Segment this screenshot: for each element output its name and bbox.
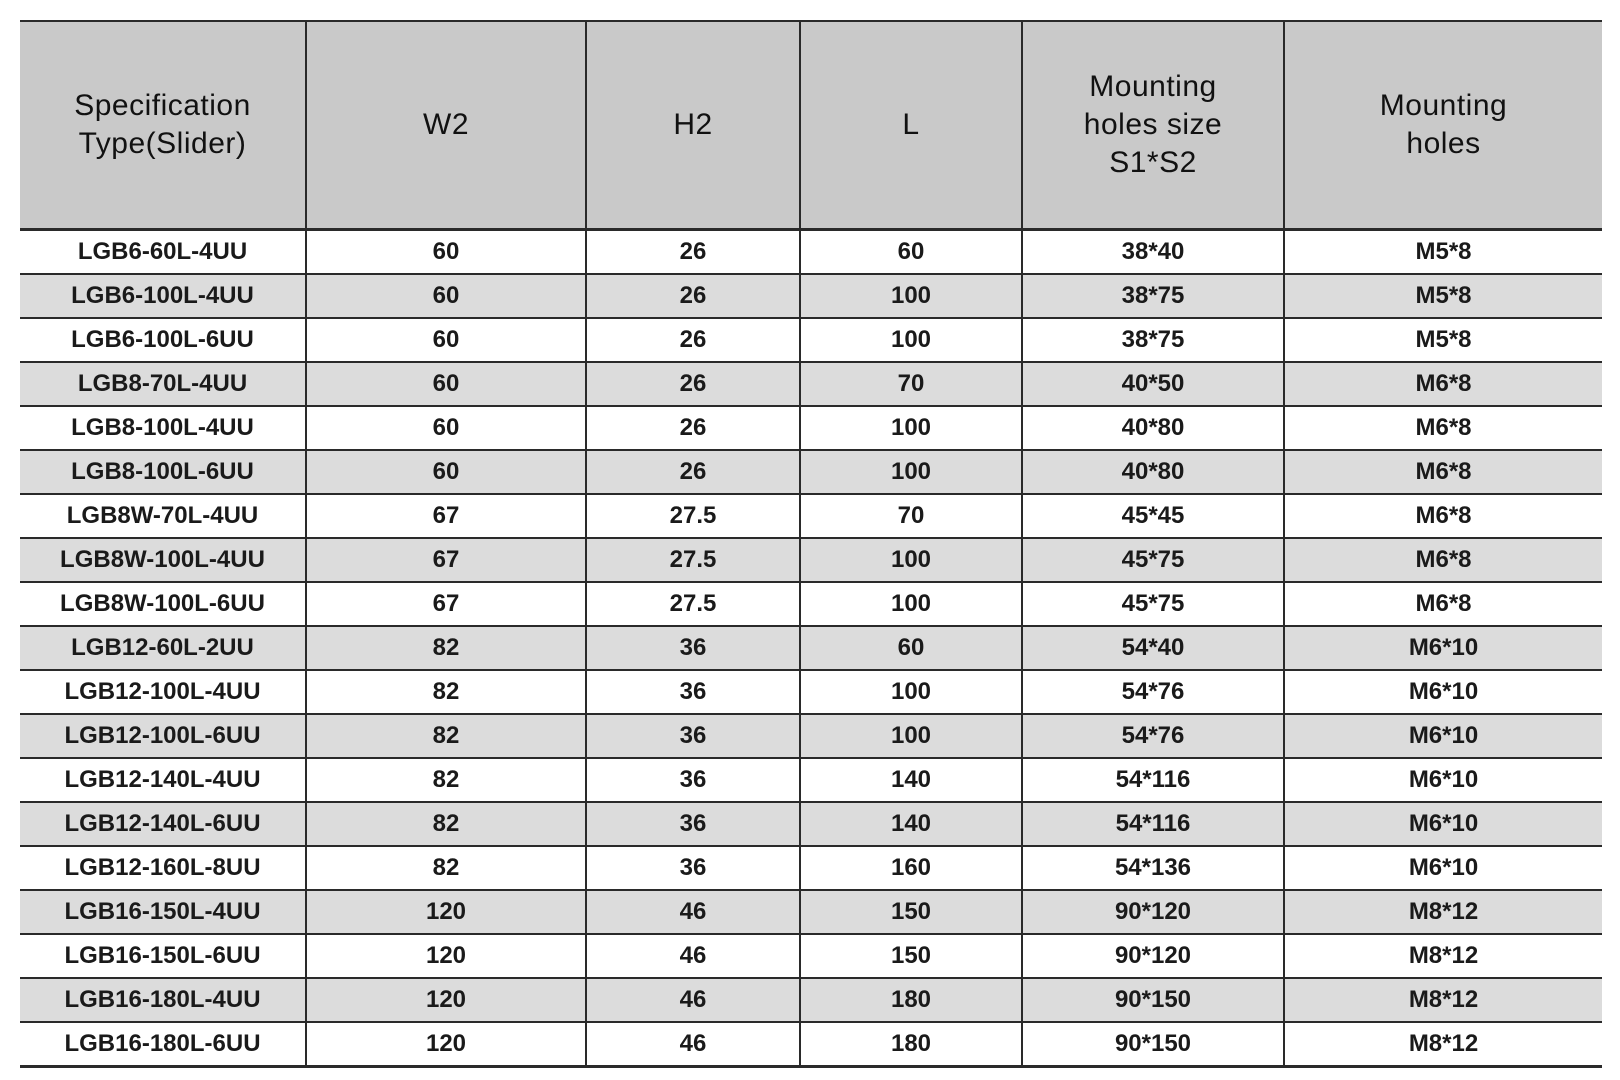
cell-h2: 46 <box>586 890 800 934</box>
table-row <box>20 934 1602 978</box>
cell-mounting-holes-size: 40*50 <box>1022 362 1284 406</box>
cell-type: LGB12-140L-6UU <box>20 802 306 846</box>
cell-mounting-holes: M5*8 <box>1284 318 1602 362</box>
cell-type: LGB8W-100L-4UU <box>20 538 306 582</box>
table-row <box>20 538 1602 582</box>
cell-mounting-holes-size: 45*75 <box>1022 582 1284 626</box>
table-row <box>20 758 1602 802</box>
cell-type: LGB16-150L-6UU <box>20 934 306 978</box>
cell-w2: 82 <box>306 802 586 846</box>
cell-type: LGB12-140L-4UU <box>20 758 306 802</box>
cell-l: 100 <box>800 450 1022 494</box>
cell-type: LGB12-100L-4UU <box>20 670 306 714</box>
table-row <box>20 318 1602 362</box>
cell-mounting-holes-size: 90*150 <box>1022 978 1284 1022</box>
cell-mounting-holes: M6*8 <box>1284 538 1602 582</box>
cell-l: 100 <box>800 406 1022 450</box>
cell-h2: 36 <box>586 846 800 890</box>
cell-h2: 27.5 <box>586 538 800 582</box>
cell-w2: 82 <box>306 846 586 890</box>
spec-table <box>20 20 1602 1068</box>
cell-h2: 36 <box>586 626 800 670</box>
header-row <box>20 21 1602 230</box>
table-row <box>20 582 1602 626</box>
table-body <box>20 230 1602 1067</box>
cell-h2: 36 <box>586 758 800 802</box>
cell-type: LGB6-60L-4UU <box>20 230 306 275</box>
cell-mounting-holes: M6*10 <box>1284 758 1602 802</box>
cell-mounting-holes: M5*8 <box>1284 230 1602 275</box>
cell-l: 150 <box>800 890 1022 934</box>
cell-mounting-holes: M8*12 <box>1284 934 1602 978</box>
cell-mounting-holes-size: 38*40 <box>1022 230 1284 275</box>
header-text-line: H2 <box>673 108 713 141</box>
cell-h2: 26 <box>586 362 800 406</box>
cell-mounting-holes-size: 90*120 <box>1022 934 1284 978</box>
cell-type: LGB8W-100L-6UU <box>20 582 306 626</box>
cell-l: 100 <box>800 714 1022 758</box>
table-header <box>20 21 1602 230</box>
cell-h2: 46 <box>586 978 800 1022</box>
cell-w2: 60 <box>306 318 586 362</box>
table-row <box>20 714 1602 758</box>
cell-l: 160 <box>800 846 1022 890</box>
cell-type: LGB6-100L-4UU <box>20 274 306 318</box>
cell-type: LGB6-100L-6UU <box>20 318 306 362</box>
cell-h2: 46 <box>586 934 800 978</box>
cell-h2: 26 <box>586 230 800 275</box>
cell-l: 60 <box>800 230 1022 275</box>
cell-type: LGB8-70L-4UU <box>20 362 306 406</box>
cell-h2: 36 <box>586 670 800 714</box>
cell-mounting-holes: M6*10 <box>1284 626 1602 670</box>
cell-w2: 67 <box>306 582 586 626</box>
cell-w2: 60 <box>306 450 586 494</box>
header-text-line: L <box>902 108 920 141</box>
cell-mounting-holes-size: 40*80 <box>1022 406 1284 450</box>
table-row <box>20 978 1602 1022</box>
cell-type: LGB8-100L-4UU <box>20 406 306 450</box>
cell-l: 140 <box>800 758 1022 802</box>
table-row <box>20 846 1602 890</box>
cell-h2: 26 <box>586 318 800 362</box>
table-row <box>20 406 1602 450</box>
cell-mounting-holes: M6*10 <box>1284 670 1602 714</box>
table-row <box>20 362 1602 406</box>
cell-mounting-holes-size: 54*40 <box>1022 626 1284 670</box>
cell-mounting-holes: M5*8 <box>1284 274 1602 318</box>
cell-h2: 27.5 <box>586 494 800 538</box>
cell-w2: 60 <box>306 406 586 450</box>
cell-w2: 82 <box>306 714 586 758</box>
cell-mounting-holes-size: 90*150 <box>1022 1022 1284 1067</box>
cell-w2: 67 <box>306 494 586 538</box>
cell-h2: 26 <box>586 406 800 450</box>
cell-mounting-holes-size: 38*75 <box>1022 274 1284 318</box>
cell-h2: 36 <box>586 802 800 846</box>
cell-mounting-holes-size: 45*75 <box>1022 538 1284 582</box>
cell-w2: 60 <box>306 274 586 318</box>
cell-l: 100 <box>800 538 1022 582</box>
cell-mounting-holes: M6*8 <box>1284 582 1602 626</box>
cell-l: 100 <box>800 318 1022 362</box>
header-specification-type <box>20 21 306 230</box>
cell-mounting-holes: M6*10 <box>1284 846 1602 890</box>
cell-type: LGB16-180L-4UU <box>20 978 306 1022</box>
cell-l: 70 <box>800 362 1022 406</box>
table-row <box>20 494 1602 538</box>
table-row <box>20 670 1602 714</box>
cell-mounting-holes: M6*8 <box>1284 362 1602 406</box>
cell-w2: 82 <box>306 758 586 802</box>
cell-l: 150 <box>800 934 1022 978</box>
header-text-line: Mounting <box>1089 70 1217 103</box>
cell-l: 100 <box>800 274 1022 318</box>
table-row <box>20 890 1602 934</box>
cell-l: 60 <box>800 626 1022 670</box>
cell-h2: 46 <box>586 1022 800 1067</box>
cell-h2: 26 <box>586 274 800 318</box>
cell-mounting-holes-size: 54*116 <box>1022 802 1284 846</box>
cell-type: LGB12-160L-8UU <box>20 846 306 890</box>
table-row <box>20 274 1602 318</box>
cell-w2: 120 <box>306 934 586 978</box>
header-mounting-holes-size <box>1022 21 1284 230</box>
cell-w2: 82 <box>306 626 586 670</box>
cell-mounting-holes-size: 54*116 <box>1022 758 1284 802</box>
table-row <box>20 802 1602 846</box>
cell-l: 180 <box>800 978 1022 1022</box>
header-text-line: holes <box>1406 127 1481 160</box>
cell-mounting-holes: M6*10 <box>1284 802 1602 846</box>
cell-mounting-holes: M6*8 <box>1284 494 1602 538</box>
cell-mounting-holes: M6*8 <box>1284 406 1602 450</box>
cell-w2: 60 <box>306 230 586 275</box>
header-text-line: Mounting <box>1379 89 1508 122</box>
cell-l: 180 <box>800 1022 1022 1067</box>
cell-mounting-holes-size: 40*80 <box>1022 450 1284 494</box>
table-row <box>20 450 1602 494</box>
cell-l: 140 <box>800 802 1022 846</box>
header-text-line: S1*S2 <box>1109 146 1197 179</box>
cell-l: 100 <box>800 582 1022 626</box>
header-text-line: holes size <box>1083 108 1223 141</box>
cell-l: 100 <box>800 670 1022 714</box>
cell-type: LGB16-180L-6UU <box>20 1022 306 1067</box>
cell-mounting-holes-size: 38*75 <box>1022 318 1284 362</box>
cell-w2: 82 <box>306 670 586 714</box>
cell-mounting-holes: M6*8 <box>1284 450 1602 494</box>
cell-w2: 60 <box>306 362 586 406</box>
cell-type: LGB8W-70L-4UU <box>20 494 306 538</box>
spec-table-container <box>20 20 1602 1068</box>
cell-w2: 120 <box>306 978 586 1022</box>
table-row <box>20 626 1602 670</box>
cell-w2: 120 <box>306 1022 586 1067</box>
header-w2 <box>306 21 586 230</box>
cell-type: LGB12-100L-6UU <box>20 714 306 758</box>
cell-type: LGB8-100L-6UU <box>20 450 306 494</box>
table-row <box>20 230 1602 275</box>
cell-l: 70 <box>800 494 1022 538</box>
cell-mounting-holes-size: 54*136 <box>1022 846 1284 890</box>
cell-h2: 26 <box>586 450 800 494</box>
cell-mounting-holes: M6*10 <box>1284 714 1602 758</box>
cell-type: LGB12-60L-2UU <box>20 626 306 670</box>
header-text-line: Specification <box>74 89 251 122</box>
header-text-line: W2 <box>423 108 469 141</box>
cell-mounting-holes: M8*12 <box>1284 1022 1602 1067</box>
header-h2 <box>586 21 800 230</box>
cell-mounting-holes-size: 45*45 <box>1022 494 1284 538</box>
cell-mounting-holes: M8*12 <box>1284 890 1602 934</box>
table-row <box>20 1022 1602 1067</box>
header-text-line: Type(Slider) <box>78 127 247 160</box>
cell-w2: 67 <box>306 538 586 582</box>
cell-mounting-holes-size: 54*76 <box>1022 714 1284 758</box>
cell-h2: 27.5 <box>586 582 800 626</box>
cell-mounting-holes-size: 54*76 <box>1022 670 1284 714</box>
cell-mounting-holes: M8*12 <box>1284 978 1602 1022</box>
header-mounting-holes <box>1284 21 1602 230</box>
cell-w2: 120 <box>306 890 586 934</box>
cell-mounting-holes-size: 90*120 <box>1022 890 1284 934</box>
cell-h2: 36 <box>586 714 800 758</box>
header-l <box>800 21 1022 230</box>
cell-type: LGB16-150L-4UU <box>20 890 306 934</box>
